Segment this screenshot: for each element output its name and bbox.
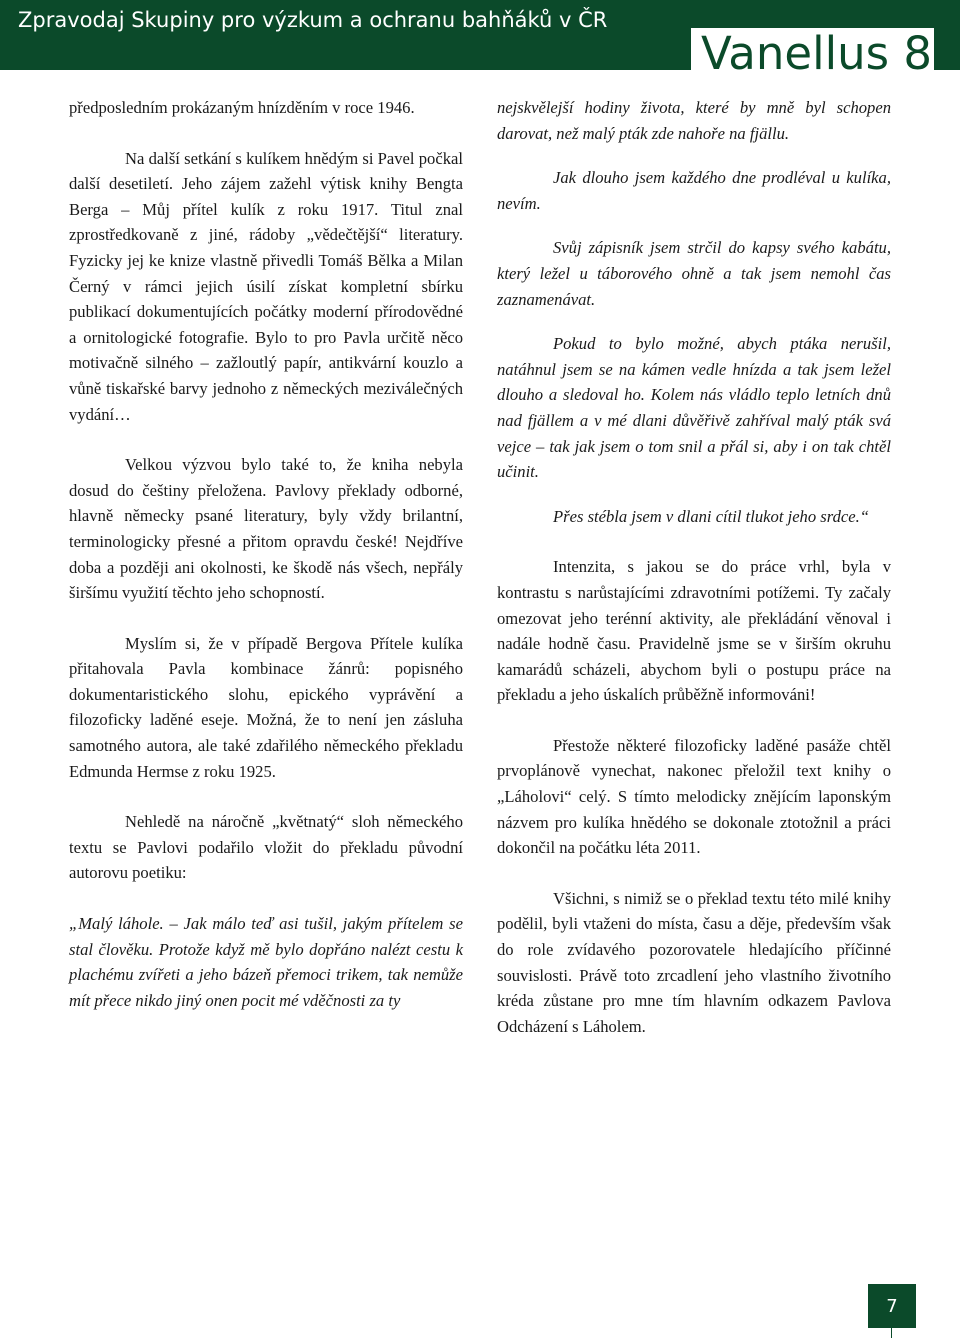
quote-paragraph: Jak dlouho jsem každého dne prodléval u kulíka, nevím. — [497, 168, 891, 213]
paragraph: Na další setkání s kulíkem hnědým si Pavel počkal další desetiletí. Jeho zájem zažehl výtisk knihy Bengta Berga – Můj přítel kulík z roku 1917. Titul znal zprostředkovaně z jiné, rádoby „vědečtější“ literatury. Fyzicky jej ke knize vlastně přivedli Tomáš Bělka a Milan Černý v rámci jejich úsilí získat kompletní sbírku publikací dokumentujících počátky moderní přírodovědné a ornitologické fotografie. Bylo to pro Pavla určitě něco motivačně silného – zažloutlý papír, antikvární kouzlo a vůně tiskařské barvy jednoho z německých meziválečných vydání… — [69, 148, 463, 424]
paragraph: předposledním prokázaným hnízděním v roce 1946. — [69, 98, 415, 117]
quote-paragraph: Přes stébla jsem v dlani cítil tlukot jeho srdce.“ — [553, 506, 870, 526]
issue-title: Vanellus 8 — [691, 28, 934, 80]
newsletter-title: Zpravodaj Skupiny pro výzkum a ochranu bahňáků v ČR — [18, 8, 608, 32]
paragraph: Velkou výzvou bylo také to, že kniha nebyla dosud do češtiny přeložena. Pavlovy překlady odborné, hlavně německy psané literatury, byly vždy brilantní, terminologicky přesné a přitom opravdu české! Nejdříve doba a později ani okolnosti, ke škodě nás všech, nepřály širšímu využití těchto jeho schopností. — [69, 455, 463, 603]
page-number-marker — [891, 1328, 892, 1338]
right-column — [497, 95, 891, 1064]
paragraph: Přestože některé filozoficky laděné pasáže chtěl prvoplánově vynechat, nakonec přeložil text knihy o „Láholovi“ celý. S tímto melodicky znějícím laponským názvem pro kulíka hnědého se dokonale ztotožnil a práci dokončil na počátku léta 2011. — [497, 735, 891, 858]
quote-paragraph: Svůj zápisník jsem strčil do kapsy svého kabátu, který ležel u táborového ohně a tak jsem nemohl čas zaznamenávat. — [497, 238, 891, 309]
page-number: 7 — [868, 1284, 916, 1328]
quote-paragraph: nejskvělejší hodiny života, které by mně byl schopen darovat, než malý pták zde nahoře na fjällu. — [497, 98, 891, 143]
paragraph: Nehledě na náročně „květnatý“ sloh německého textu se Pavlovi podařilo vložit do překladu původní autorovu poetiku: — [69, 812, 463, 883]
quote-paragraph: Pokud to bylo možné, abych ptáka nerušil, natáhnul jsem se na kámen vedle hnízda a tak jsem ležel dlouho a sledoval ho. Kolem nás vládlo teplo letních dnů nad fjällem a v mé dlani důvěřivě zahříval malý pták svá vejce – tak jak jsem o tom snil a přál si, aby i on tak chtěl učinit. — [497, 334, 891, 482]
quote-paragraph: „Malý láhole. – Jak málo teď asi tušil, jakým přítelem se stal člověku. Protože když mě bylo dopřáno nalézt cestu k plachému zvířeti a jeho bázeň přemoci trikem, tak nemůže mít přece nikdo jiný onen pocit mé vděčnosti za ty — [69, 914, 463, 1010]
paragraph: Myslím si, že v případě Bergova Přítele kulíka přitahovala Pavla kombinace žánrů: popisného dokumentaristického slohu, epického vyprávění a filozoficky laděné eseje. Možná, že to není jen zásluha samotného autora, ale také zdařilého německého překladu Edmunda Hermse z roku 1925. — [69, 633, 463, 781]
paragraph: Intenzita, s jakou se do práce vrhl, byla v kontrastu s narůstajícími zdravotními potížemi. Ty začaly omezovat jeho terénní aktivity, ale překládání věnoval i nadále hodně času. Pravidelně jsme se v širším okruhu kamarádů scházeli, abychom byli o postupu práce na překladu a jeho úskalích průběžně informováni! — [497, 557, 891, 705]
left-column — [69, 95, 463, 1038]
paragraph: Všichni, s nimiž se o překlad textu této milé knihy podělil, byli vtaženi do místa, času a děje, především však do role zvídavého pozorovatele hledajícího příčinné souvislosti. Právě toto zrcadlení jeho vlastního životního kréda zůstane pro mne tím hlavním odkazem Pavlova Odcházení s Láholem. — [497, 888, 891, 1036]
